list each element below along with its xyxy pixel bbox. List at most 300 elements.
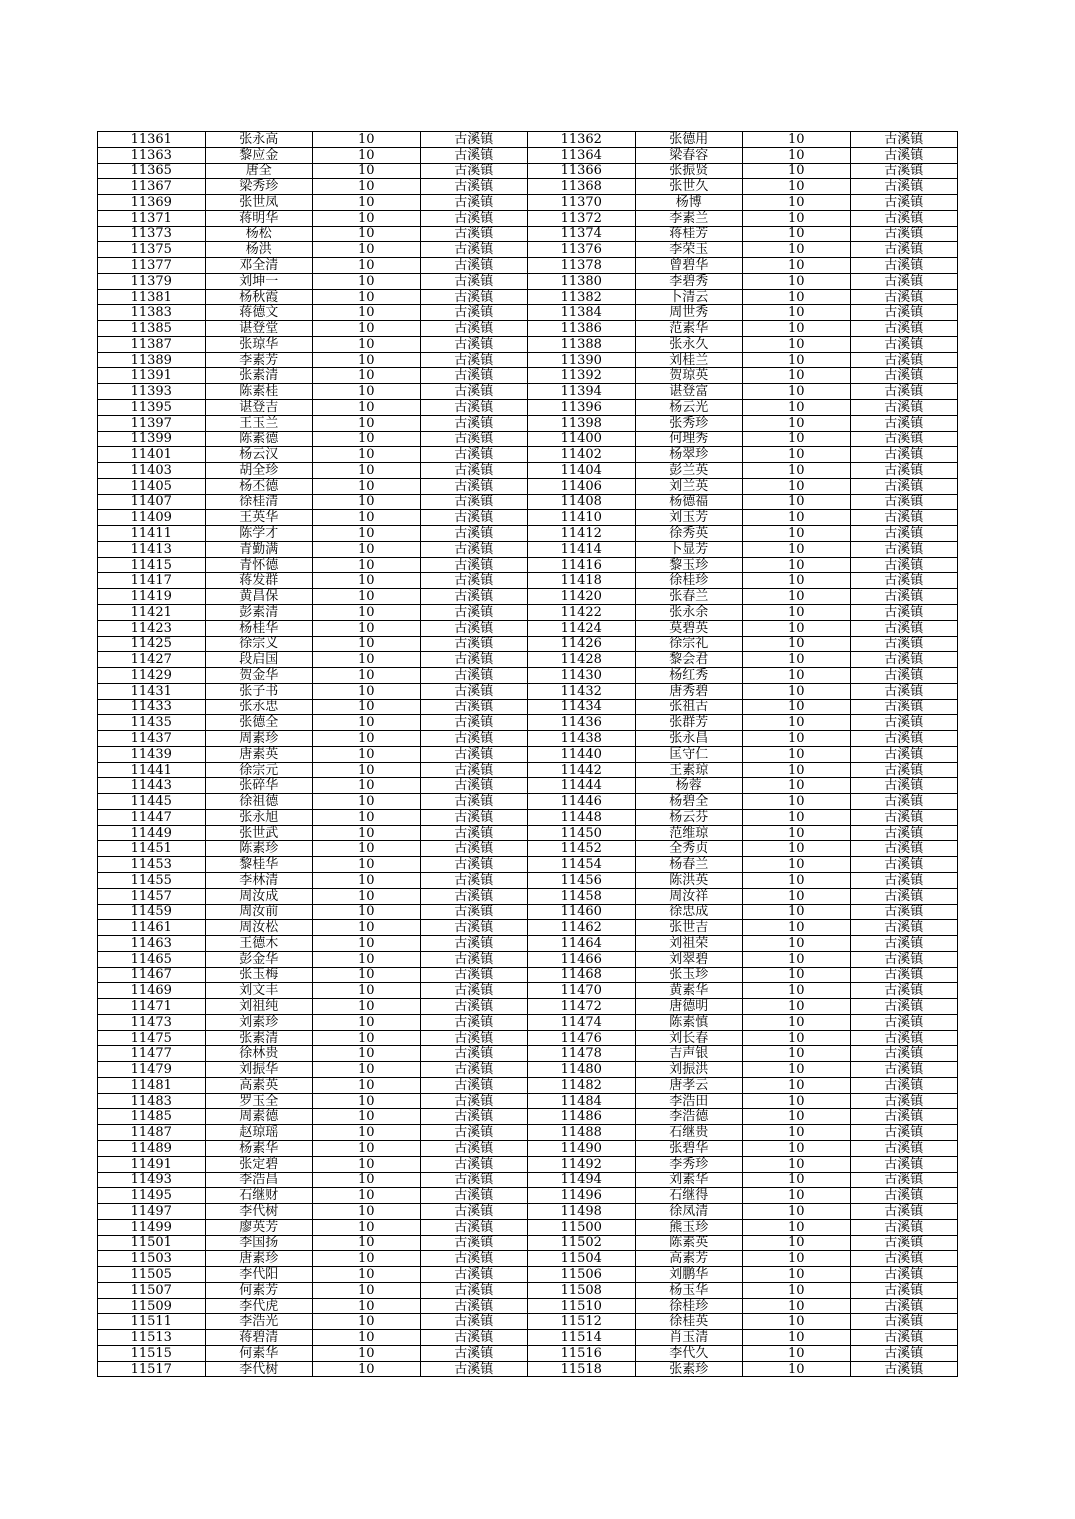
id-cell: 11364 (528, 147, 636, 163)
id-cell: 11382 (528, 289, 636, 305)
town-cell: 古溪镇 (420, 352, 528, 368)
name-cell: 张碧华 (635, 1141, 743, 1157)
name-cell: 杨云汉 (205, 447, 313, 463)
town-cell: 古溪镇 (850, 746, 958, 762)
count-cell: 10 (313, 242, 421, 258)
id-cell: 11459 (98, 904, 206, 920)
town-cell: 古溪镇 (850, 1235, 958, 1251)
town-cell: 古溪镇 (420, 904, 528, 920)
table-row (98, 147, 958, 163)
town-cell: 古溪镇 (420, 683, 528, 699)
town-cell: 古溪镇 (850, 352, 958, 368)
table-row (98, 179, 958, 195)
id-cell: 11455 (98, 872, 206, 888)
count-cell: 10 (743, 415, 851, 431)
id-cell: 11490 (528, 1141, 636, 1157)
name-cell: 杨翠珍 (635, 447, 743, 463)
count-cell: 10 (743, 1093, 851, 1109)
id-cell: 11424 (528, 620, 636, 636)
name-cell: 唐素珍 (205, 1251, 313, 1267)
id-cell: 11368 (528, 179, 636, 195)
table-row (98, 305, 958, 321)
id-cell: 11485 (98, 1109, 206, 1125)
town-cell: 古溪镇 (850, 1267, 958, 1283)
town-cell: 古溪镇 (420, 825, 528, 841)
count-cell: 10 (743, 210, 851, 226)
name-cell: 杨洪 (205, 242, 313, 258)
id-cell: 11449 (98, 825, 206, 841)
count-cell: 10 (313, 888, 421, 904)
table-row (98, 132, 958, 148)
id-cell: 11513 (98, 1330, 206, 1346)
count-cell: 10 (743, 384, 851, 400)
count-cell: 10 (313, 147, 421, 163)
table-row (98, 746, 958, 762)
town-cell: 古溪镇 (850, 872, 958, 888)
town-cell: 古溪镇 (420, 1109, 528, 1125)
table-row (98, 1282, 958, 1298)
roster-table (97, 131, 958, 1377)
town-cell: 古溪镇 (420, 746, 528, 762)
town-cell: 古溪镇 (420, 226, 528, 242)
count-cell: 10 (743, 195, 851, 211)
count-cell: 10 (313, 1235, 421, 1251)
count-cell: 10 (313, 1030, 421, 1046)
table-row (98, 1298, 958, 1314)
town-cell: 古溪镇 (850, 888, 958, 904)
town-cell: 古溪镇 (850, 951, 958, 967)
town-cell: 古溪镇 (420, 589, 528, 605)
count-cell: 10 (313, 872, 421, 888)
name-cell: 贺琼英 (635, 368, 743, 384)
table-row (98, 463, 958, 479)
name-cell: 陈素慎 (635, 1014, 743, 1030)
name-cell: 杨松 (205, 226, 313, 242)
count-cell: 10 (313, 841, 421, 857)
town-cell: 古溪镇 (420, 1030, 528, 1046)
name-cell: 张祖古 (635, 699, 743, 715)
name-cell: 高素芳 (635, 1251, 743, 1267)
name-cell: 张永高 (205, 132, 313, 148)
id-cell: 11385 (98, 321, 206, 337)
id-cell: 11500 (528, 1219, 636, 1235)
count-cell: 10 (313, 1172, 421, 1188)
name-cell: 唐全 (205, 163, 313, 179)
town-cell: 古溪镇 (850, 336, 958, 352)
town-cell: 古溪镇 (420, 1282, 528, 1298)
id-cell: 11410 (528, 510, 636, 526)
count-cell: 10 (743, 132, 851, 148)
table-row (98, 478, 958, 494)
name-cell: 李荣玉 (635, 242, 743, 258)
id-cell: 11484 (528, 1093, 636, 1109)
table-row (98, 226, 958, 242)
name-cell: 刘兰英 (635, 478, 743, 494)
count-cell: 10 (743, 1077, 851, 1093)
count-cell: 10 (743, 368, 851, 384)
count-cell: 10 (743, 147, 851, 163)
id-cell: 11509 (98, 1298, 206, 1314)
town-cell: 古溪镇 (850, 289, 958, 305)
id-cell: 11363 (98, 147, 206, 163)
count-cell: 10 (313, 1298, 421, 1314)
id-cell: 11438 (528, 731, 636, 747)
name-cell: 杨秋霞 (205, 289, 313, 305)
name-cell: 周汝祥 (635, 888, 743, 904)
name-cell: 张永旭 (205, 809, 313, 825)
name-cell: 徐秀英 (635, 526, 743, 542)
count-cell: 10 (743, 1298, 851, 1314)
id-cell: 11498 (528, 1204, 636, 1220)
name-cell: 周素德 (205, 1109, 313, 1125)
count-cell: 10 (743, 463, 851, 479)
count-cell: 10 (313, 1062, 421, 1078)
id-cell: 11482 (528, 1077, 636, 1093)
town-cell: 古溪镇 (420, 1172, 528, 1188)
count-cell: 10 (313, 305, 421, 321)
name-cell: 何理秀 (635, 431, 743, 447)
id-cell: 11495 (98, 1188, 206, 1204)
id-cell: 11367 (98, 179, 206, 195)
id-cell: 11420 (528, 589, 636, 605)
count-cell: 10 (743, 1282, 851, 1298)
count-cell: 10 (743, 604, 851, 620)
town-cell: 古溪镇 (420, 1204, 528, 1220)
count-cell: 10 (743, 731, 851, 747)
id-cell: 11416 (528, 557, 636, 573)
town-cell: 古溪镇 (420, 620, 528, 636)
count-cell: 10 (743, 1109, 851, 1125)
count-cell: 10 (743, 1251, 851, 1267)
count-cell: 10 (313, 226, 421, 242)
town-cell: 古溪镇 (850, 1282, 958, 1298)
id-cell: 11470 (528, 983, 636, 999)
id-cell: 11462 (528, 920, 636, 936)
count-cell: 10 (743, 1046, 851, 1062)
table-row (98, 510, 958, 526)
name-cell: 张秀珍 (635, 415, 743, 431)
name-cell: 罗玉全 (205, 1093, 313, 1109)
count-cell: 10 (743, 1141, 851, 1157)
id-cell: 11375 (98, 242, 206, 258)
town-cell: 古溪镇 (420, 321, 528, 337)
town-cell: 古溪镇 (850, 179, 958, 195)
id-cell: 11418 (528, 573, 636, 589)
count-cell: 10 (313, 1077, 421, 1093)
id-cell: 11435 (98, 715, 206, 731)
id-cell: 11408 (528, 494, 636, 510)
name-cell: 杨玉华 (635, 1282, 743, 1298)
count-cell: 10 (313, 1361, 421, 1377)
count-cell: 10 (313, 1188, 421, 1204)
table-row (98, 163, 958, 179)
table-row (98, 573, 958, 589)
town-cell: 古溪镇 (850, 699, 958, 715)
town-cell: 古溪镇 (850, 1172, 958, 1188)
town-cell: 古溪镇 (420, 636, 528, 652)
count-cell: 10 (743, 1156, 851, 1172)
id-cell: 11475 (98, 1030, 206, 1046)
count-cell: 10 (743, 857, 851, 873)
id-cell: 11518 (528, 1361, 636, 1377)
name-cell: 刘翠碧 (635, 951, 743, 967)
town-cell: 古溪镇 (420, 888, 528, 904)
count-cell: 10 (743, 1172, 851, 1188)
count-cell: 10 (743, 778, 851, 794)
id-cell: 11506 (528, 1267, 636, 1283)
name-cell: 徐宗义 (205, 636, 313, 652)
name-cell: 杨桂华 (205, 620, 313, 636)
table-row (98, 652, 958, 668)
count-cell: 10 (743, 936, 851, 952)
count-cell: 10 (313, 920, 421, 936)
table-row (98, 1204, 958, 1220)
id-cell: 11478 (528, 1046, 636, 1062)
count-cell: 10 (313, 384, 421, 400)
id-cell: 11461 (98, 920, 206, 936)
town-cell: 古溪镇 (420, 699, 528, 715)
town-cell: 古溪镇 (420, 1188, 528, 1204)
name-cell: 谌登富 (635, 384, 743, 400)
name-cell: 石继得 (635, 1188, 743, 1204)
name-cell: 谌登堂 (205, 321, 313, 337)
id-cell: 11460 (528, 904, 636, 920)
count-cell: 10 (313, 494, 421, 510)
count-cell: 10 (743, 683, 851, 699)
name-cell: 卜清云 (635, 289, 743, 305)
table-row (98, 447, 958, 463)
id-cell: 11505 (98, 1267, 206, 1283)
id-cell: 11515 (98, 1345, 206, 1361)
id-cell: 11409 (98, 510, 206, 526)
name-cell: 刘素珍 (205, 1014, 313, 1030)
name-cell: 谌登吉 (205, 400, 313, 416)
name-cell: 蒋桂芳 (635, 226, 743, 242)
count-cell: 10 (743, 179, 851, 195)
id-cell: 11379 (98, 273, 206, 289)
id-cell: 11450 (528, 825, 636, 841)
name-cell: 张永余 (635, 604, 743, 620)
town-cell: 古溪镇 (850, 983, 958, 999)
name-cell: 张世久 (635, 179, 743, 195)
count-cell: 10 (743, 668, 851, 684)
count-cell: 10 (313, 683, 421, 699)
count-cell: 10 (313, 1046, 421, 1062)
count-cell: 10 (743, 1030, 851, 1046)
table-row (98, 604, 958, 620)
id-cell: 11394 (528, 384, 636, 400)
town-cell: 古溪镇 (420, 210, 528, 226)
town-cell: 古溪镇 (420, 920, 528, 936)
id-cell: 11395 (98, 400, 206, 416)
id-cell: 11373 (98, 226, 206, 242)
count-cell: 10 (743, 447, 851, 463)
count-cell: 10 (313, 526, 421, 542)
town-cell: 古溪镇 (420, 1014, 528, 1030)
count-cell: 10 (743, 1188, 851, 1204)
count-cell: 10 (313, 163, 421, 179)
name-cell: 刘振华 (205, 1062, 313, 1078)
count-cell: 10 (743, 1330, 851, 1346)
name-cell: 刘素华 (635, 1172, 743, 1188)
name-cell: 刘祖纯 (205, 999, 313, 1015)
id-cell: 11426 (528, 636, 636, 652)
table-row (98, 825, 958, 841)
town-cell: 古溪镇 (420, 778, 528, 794)
name-cell: 李素兰 (635, 210, 743, 226)
id-cell: 11494 (528, 1172, 636, 1188)
id-cell: 11388 (528, 336, 636, 352)
id-cell: 11414 (528, 541, 636, 557)
town-cell: 古溪镇 (850, 857, 958, 873)
id-cell: 11401 (98, 447, 206, 463)
id-cell: 11510 (528, 1298, 636, 1314)
table-row (98, 368, 958, 384)
count-cell: 10 (313, 967, 421, 983)
town-cell: 古溪镇 (850, 431, 958, 447)
count-cell: 10 (743, 258, 851, 274)
table-row (98, 936, 958, 952)
count-cell: 10 (313, 1330, 421, 1346)
town-cell: 古溪镇 (420, 1077, 528, 1093)
town-cell: 古溪镇 (850, 920, 958, 936)
id-cell: 11468 (528, 967, 636, 983)
table-row (98, 384, 958, 400)
table-row (98, 1188, 958, 1204)
count-cell: 10 (313, 951, 421, 967)
name-cell: 杨蓉 (635, 778, 743, 794)
town-cell: 古溪镇 (850, 368, 958, 384)
name-cell: 段启国 (205, 652, 313, 668)
count-cell: 10 (313, 463, 421, 479)
name-cell: 范维琼 (635, 825, 743, 841)
name-cell: 徐祖德 (205, 794, 313, 810)
town-cell: 古溪镇 (420, 1314, 528, 1330)
town-cell: 古溪镇 (420, 794, 528, 810)
table-row (98, 1030, 958, 1046)
table-row (98, 352, 958, 368)
table-row (98, 400, 958, 416)
town-cell: 古溪镇 (420, 983, 528, 999)
id-cell: 11448 (528, 809, 636, 825)
id-cell: 11442 (528, 762, 636, 778)
count-cell: 10 (743, 920, 851, 936)
town-cell: 古溪镇 (420, 999, 528, 1015)
table-row (98, 321, 958, 337)
town-cell: 古溪镇 (850, 967, 958, 983)
id-cell: 11371 (98, 210, 206, 226)
town-cell: 古溪镇 (850, 463, 958, 479)
town-cell: 古溪镇 (850, 510, 958, 526)
count-cell: 10 (313, 857, 421, 873)
table-row (98, 762, 958, 778)
name-cell: 李浩光 (205, 1314, 313, 1330)
count-cell: 10 (313, 999, 421, 1015)
id-cell: 11381 (98, 289, 206, 305)
town-cell: 古溪镇 (420, 463, 528, 479)
name-cell: 张素清 (205, 368, 313, 384)
name-cell: 胡全珍 (205, 463, 313, 479)
count-cell: 10 (743, 1219, 851, 1235)
name-cell: 黄素华 (635, 983, 743, 999)
town-cell: 古溪镇 (850, 1188, 958, 1204)
id-cell: 11446 (528, 794, 636, 810)
name-cell: 杨德福 (635, 494, 743, 510)
count-cell: 10 (313, 510, 421, 526)
count-cell: 10 (743, 321, 851, 337)
id-cell: 11393 (98, 384, 206, 400)
table-row (98, 242, 958, 258)
town-cell: 古溪镇 (850, 762, 958, 778)
name-cell: 徐宗元 (205, 762, 313, 778)
count-cell: 10 (743, 1014, 851, 1030)
id-cell: 11406 (528, 478, 636, 494)
id-cell: 11400 (528, 431, 636, 447)
town-cell: 古溪镇 (420, 1125, 528, 1141)
count-cell: 10 (743, 478, 851, 494)
id-cell: 11429 (98, 668, 206, 684)
id-cell: 11431 (98, 683, 206, 699)
table-row (98, 258, 958, 274)
id-cell: 11390 (528, 352, 636, 368)
count-cell: 10 (313, 1204, 421, 1220)
town-cell: 古溪镇 (850, 1251, 958, 1267)
count-cell: 10 (743, 163, 851, 179)
count-cell: 10 (743, 951, 851, 967)
id-cell: 11463 (98, 936, 206, 952)
id-cell: 11369 (98, 195, 206, 211)
id-cell: 11453 (98, 857, 206, 873)
count-cell: 10 (313, 273, 421, 289)
name-cell: 青勤满 (205, 541, 313, 557)
count-cell: 10 (313, 715, 421, 731)
count-cell: 10 (313, 289, 421, 305)
name-cell: 徐林贵 (205, 1046, 313, 1062)
name-cell: 张素清 (205, 1030, 313, 1046)
name-cell: 陈素珍 (205, 841, 313, 857)
name-cell: 唐秀碧 (635, 683, 743, 699)
town-cell: 古溪镇 (850, 242, 958, 258)
name-cell: 杨素华 (205, 1141, 313, 1157)
name-cell: 范素华 (635, 321, 743, 337)
count-cell: 10 (313, 904, 421, 920)
town-cell: 古溪镇 (850, 258, 958, 274)
count-cell: 10 (313, 368, 421, 384)
id-cell: 11370 (528, 195, 636, 211)
table-row (98, 794, 958, 810)
name-cell: 李浩德 (635, 1109, 743, 1125)
id-cell: 11452 (528, 841, 636, 857)
id-cell: 11376 (528, 242, 636, 258)
name-cell: 廖英芳 (205, 1219, 313, 1235)
table-row (98, 526, 958, 542)
id-cell: 11391 (98, 368, 206, 384)
town-cell: 古溪镇 (850, 636, 958, 652)
town-cell: 古溪镇 (850, 400, 958, 416)
count-cell: 10 (313, 936, 421, 952)
name-cell: 李秀珍 (635, 1156, 743, 1172)
count-cell: 10 (743, 809, 851, 825)
name-cell: 黎应金 (205, 147, 313, 163)
town-cell: 古溪镇 (420, 336, 528, 352)
count-cell: 10 (743, 1204, 851, 1220)
table-row (98, 1109, 958, 1125)
table-row (98, 336, 958, 352)
name-cell: 周汝松 (205, 920, 313, 936)
count-cell: 10 (313, 132, 421, 148)
town-cell: 古溪镇 (850, 1219, 958, 1235)
id-cell: 11396 (528, 400, 636, 416)
